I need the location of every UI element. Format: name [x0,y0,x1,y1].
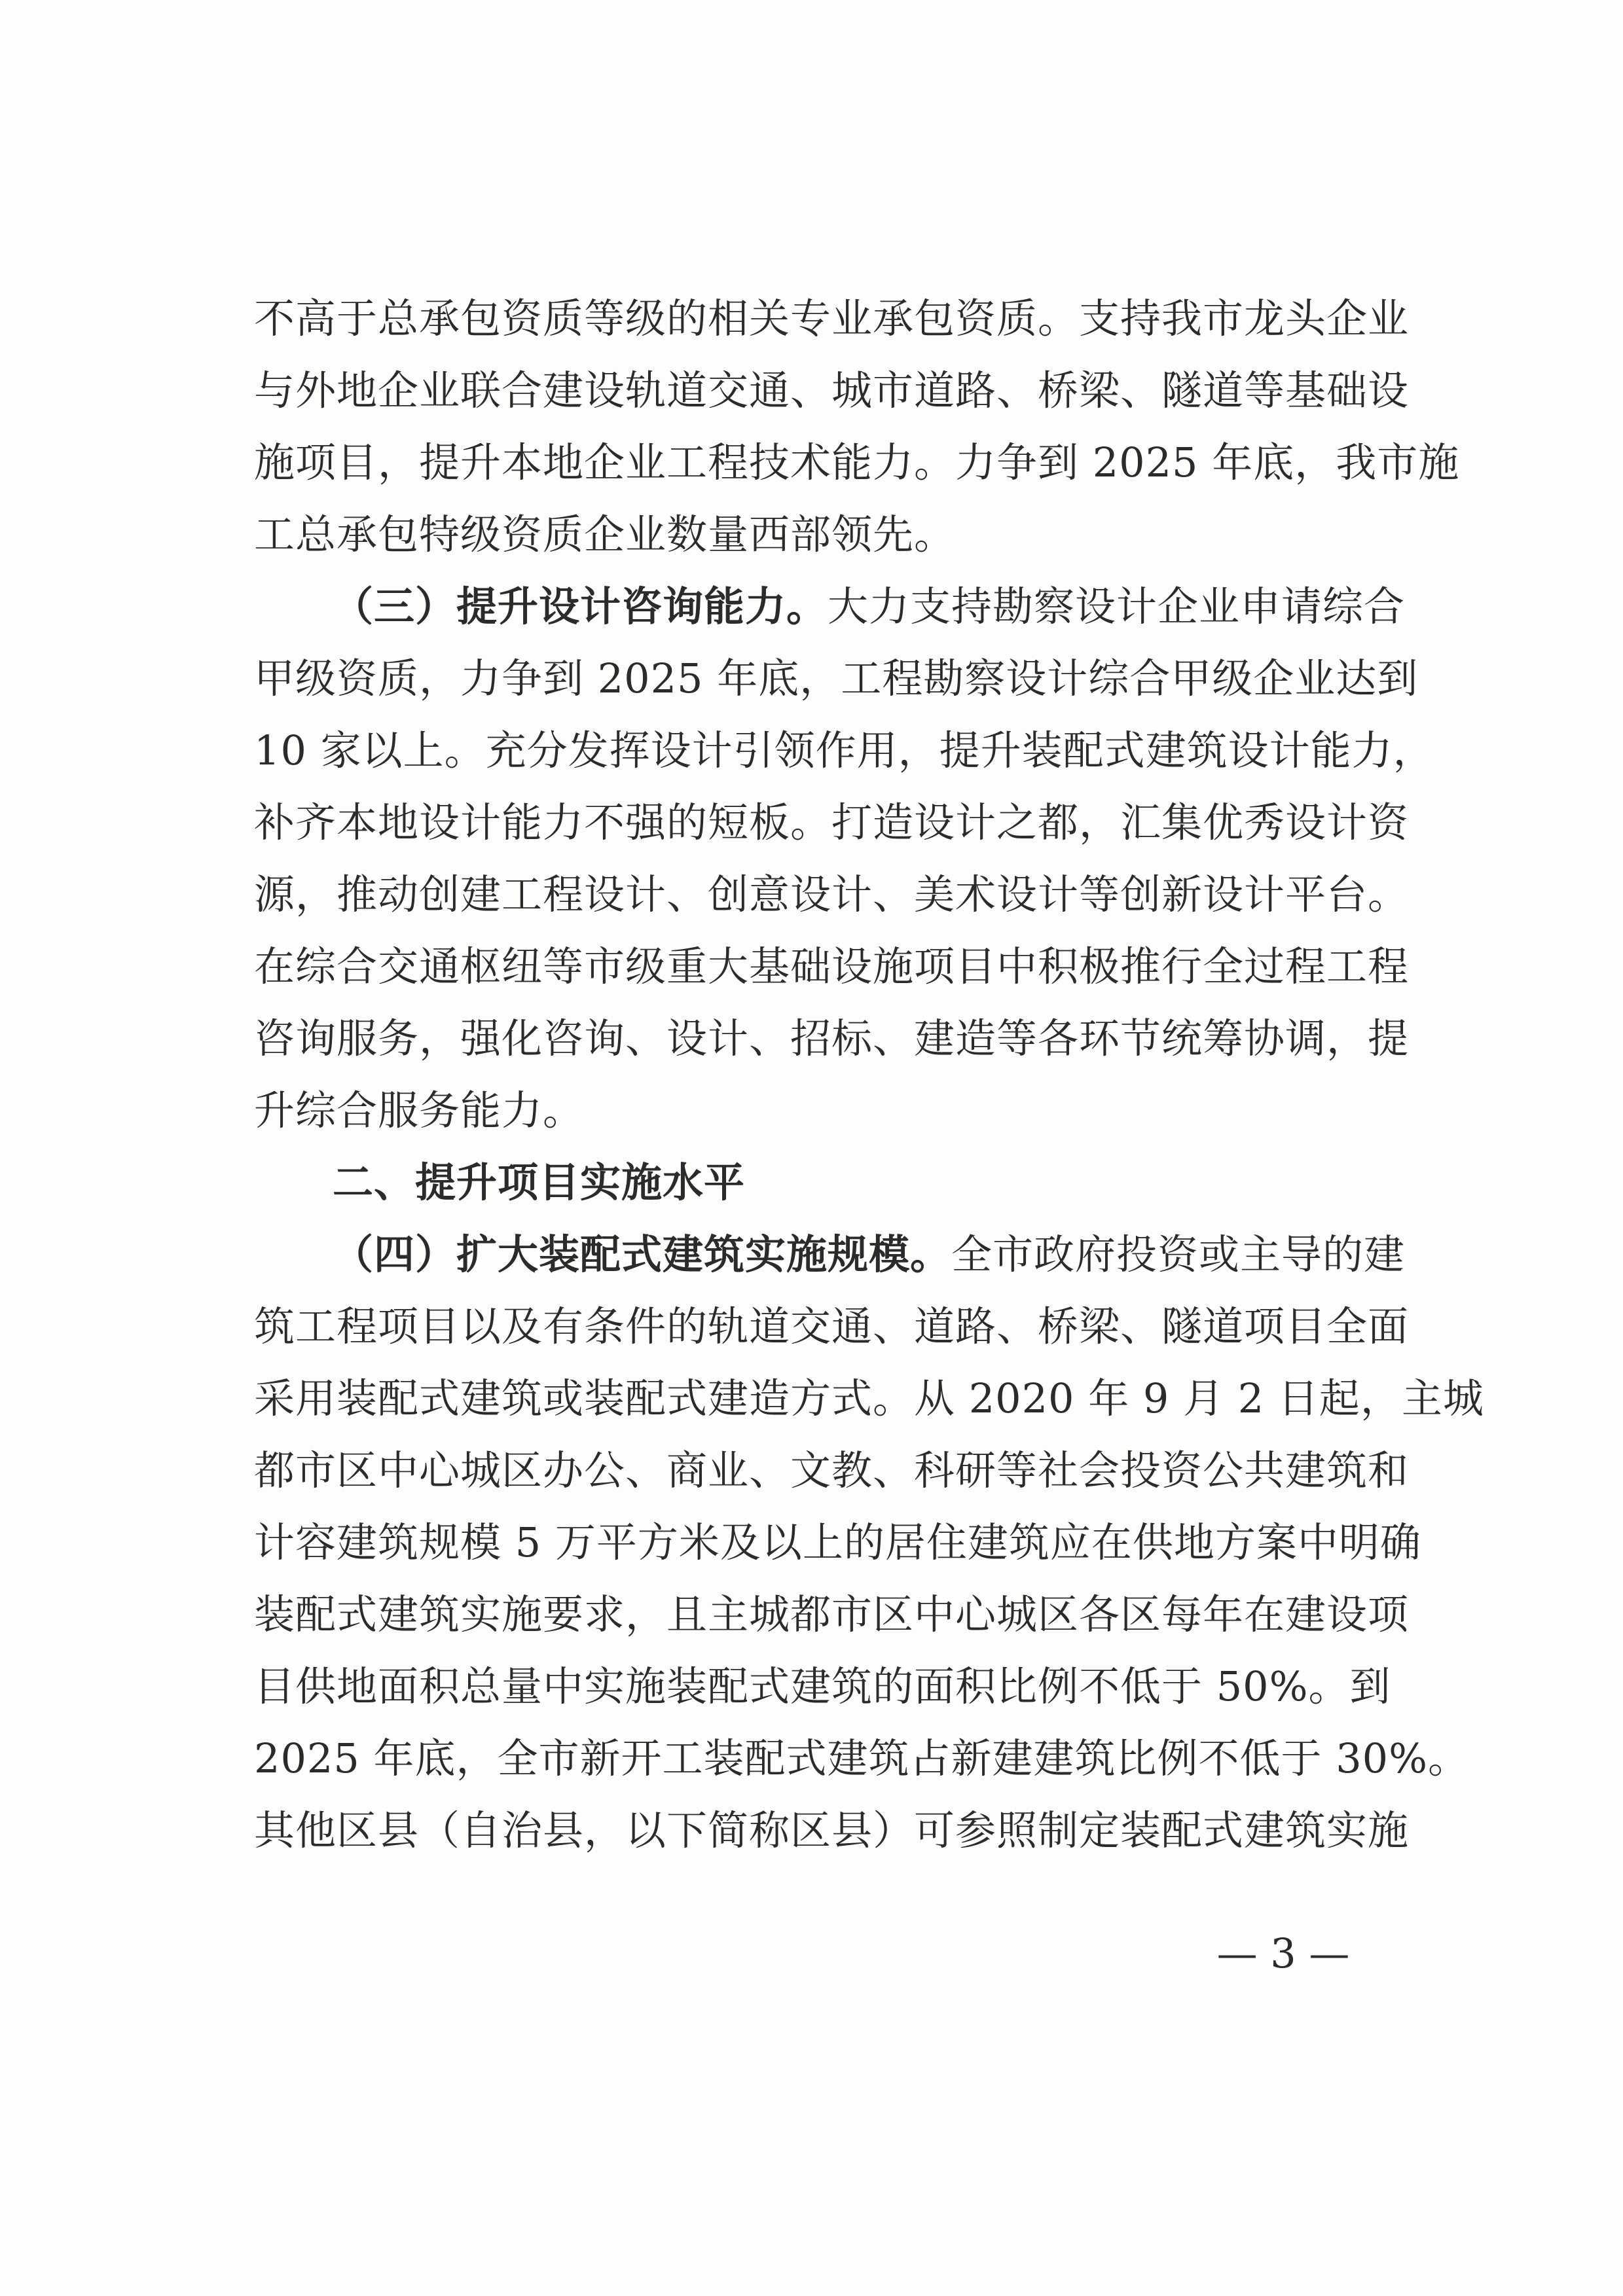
text-line: 在综合交通枢纽等市级重大基础设施项目中积极推行全过程工程 [254,942,1410,990]
subsection-heading: （四）扩大装配式建筑实施规模。 [333,1230,952,1278]
page-number: — 3 — [1216,1929,1350,1977]
text-line: 2025 年底，全市新开工装配式建筑占新建建筑比例不低于 30%。 [254,1734,1470,1782]
text-line: 补齐本地设计能力不强的短板。打造设计之都，汇集优秀设计资 [254,798,1410,846]
subsection-heading: （三）提升设计咨询能力。 [333,583,828,630]
text-line: 工总承包特级资质企业数量西部领先。 [254,511,956,558]
text-line: 源，推动创建工程设计、创意设计、美术设计等创新设计平台。 [254,870,1410,918]
text-line: 计容建筑规模 5 万平方米及以上的居住建筑应在供地方案中明确 [254,1518,1421,1566]
paragraph-first-line [333,571,1406,643]
text-line: 都市区中心城区办公、商业、文教、科研等社会投资公共建筑和 [254,1446,1410,1494]
text-line: 不高于总承包资质等级的相关专业承包资质。支持我市龙头企业 [254,295,1410,342]
text-line: 10 家以上。充分发挥设计引领作用，提升装配式建筑设计能力， [254,726,1434,774]
text-line: 筑工程项目以及有条件的轨道交通、道路、桥梁、隧道项目全面 [254,1302,1410,1350]
text-line: 采用装配式建筑或装配式建造方式。从 2020 年 9 月 2 日起，主城 [254,1374,1484,1422]
text-run: 大力支持勘察设计企业申请综合 [828,583,1406,630]
text-line: 施项目，提升本地企业工程技术能力。力争到 2025 年底，我市施 [254,439,1460,486]
section-heading: 二、提升项目实施水平 [333,1158,746,1206]
text-line: 甲级资质，力争到 2025 年底，工程勘察设计综合甲级企业达到 [254,655,1419,702]
text-run: 全市政府投资或主导的建 [951,1230,1406,1278]
text-line: 其他区县（自治县，以下简称区县）可参照制定装配式建筑实施 [254,1806,1410,1854]
text-line: 装配式建筑实施要求，且主城都市区中心城区各区每年在建设项 [254,1590,1410,1638]
text-line: 咨询服务，强化咨询、设计、招标、建造等各环节统筹协调，提 [254,1014,1410,1062]
text-line: 与外地企业联合建设轨道交通、城市道路、桥梁、隧道等基础设 [254,367,1410,414]
text-line: 升综合服务能力。 [254,1086,585,1134]
text-line: 目供地面积总量中实施装配式建筑的面积比例不低于 50%。到 [254,1662,1391,1710]
paragraph-first-line [333,1219,1406,1291]
